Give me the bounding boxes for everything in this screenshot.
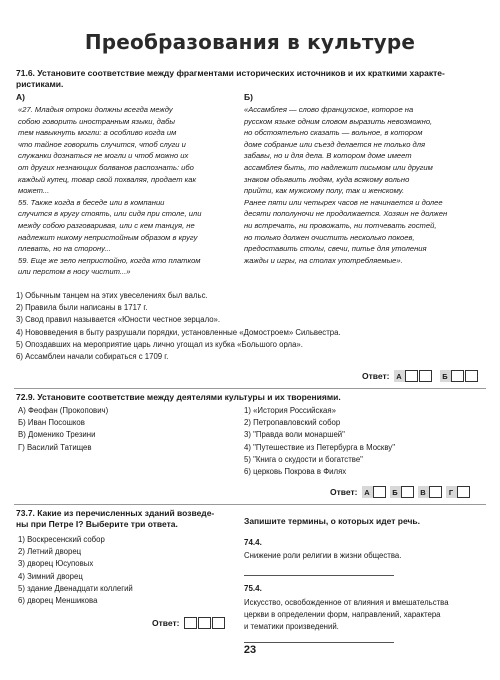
page-title: Преобразования в культуре xyxy=(84,30,416,54)
answer-73-7 xyxy=(152,617,225,629)
person-item: Г) Василий Татищев xyxy=(18,442,92,452)
fragment-a-line: или перстом в носу чистит...» xyxy=(18,267,131,277)
fragment-b-line: забавы, но и для дела. В котором доме имеет xyxy=(244,151,412,161)
fragment-b-line: «Ассамблея — слово французское, которое на xyxy=(244,105,414,114)
fragment-b-line: но только должен очистить несколько покоев, xyxy=(244,232,415,242)
question-75-4-text-line: и тематики произведений. xyxy=(244,622,339,631)
answer-71-6 xyxy=(362,370,478,382)
question-75-4-text xyxy=(244,597,449,633)
building-option: 2) Летний дворец xyxy=(18,547,82,557)
column-b-label: Б) xyxy=(244,92,253,102)
answer-letter: Г xyxy=(446,486,457,498)
question-75-4-text-line: церкви в определении форм, направлений, характера xyxy=(244,610,441,619)
question-75-4-text-line: Искусство, освобожденное от влияния и вмешательства xyxy=(244,598,449,607)
question-73-7-heading xyxy=(16,508,214,530)
characteristic-item: 5) Опоздавших на мероприятие царь лично угощал из кубка «Большого орла». xyxy=(16,339,303,349)
question-71-6-heading-line: 71.6. Установите соответствие между фрагментами исторических источников и их краткими характе- xyxy=(16,68,445,78)
answer-label: Ответ: xyxy=(152,618,180,628)
fragment-a-line: собою говорить иностранным языки, дабы xyxy=(18,116,175,126)
answer-letter: Б xyxy=(390,486,401,498)
question-75-4-number: 75.4. xyxy=(244,584,262,593)
answer-line-74-4[interactable] xyxy=(244,575,394,576)
fragment-b-line: но обстоятельно сказать — вольное, в котором xyxy=(244,128,423,138)
work-item: 2) Петропавловский собор xyxy=(244,418,341,428)
page-number: 23 xyxy=(243,644,257,656)
fragment-a-line: надлежит никому непристойным образом в кругу xyxy=(18,232,198,242)
characteristic-item: 2) Правила были написаны в 1717 г. xyxy=(16,303,148,313)
question-74-4-text: Снижение роли религии в жизни общества. xyxy=(244,551,402,560)
building-option: 4) Зимний дворец xyxy=(18,571,83,581)
column-a-label: А) xyxy=(16,92,25,102)
answer-box[interactable] xyxy=(212,617,225,629)
characteristics-list xyxy=(16,290,341,363)
fragment-a-line: служанки дознаться не могли и чтоб можно их xyxy=(18,151,189,161)
fragment-a-line: 59. Еще же зело непристойно, когда кто платком xyxy=(18,255,201,265)
answer-box[interactable] xyxy=(401,486,414,498)
question-73-7-heading-line: ны при Петре I? Выберите три ответа. xyxy=(16,519,178,529)
question-71-6-heading-line: ристиками. xyxy=(16,79,64,89)
person-item: В) Доменико Трезини xyxy=(18,430,96,440)
fragment-b-line: доме собрание или съезд делается не только для xyxy=(244,139,426,149)
fragment-b-line: ассамблея быть, то надлежит письмом или другим xyxy=(244,162,433,172)
fragment-a-line: тем навыкнуть могли: а особливо когда им xyxy=(18,128,177,138)
work-item: 5) "Книга о скудости и богатстве" xyxy=(244,454,363,464)
answer-label: Ответ: xyxy=(330,487,358,497)
answer-box[interactable] xyxy=(465,370,478,382)
fragment-b-line: предоставить столы, свечи, питье для утоления xyxy=(244,244,427,254)
fragment-a-line: может... xyxy=(18,186,50,196)
answer-box[interactable] xyxy=(457,486,470,498)
source-fragment-a xyxy=(18,104,201,278)
characteristic-item: 1) Обычным танцем на этих увеселениях был вальс. xyxy=(16,291,208,300)
answer-box[interactable] xyxy=(419,370,432,382)
person-item: А) Феофан (Прокопович) xyxy=(18,406,109,415)
fragment-b-line: жажды и игры, на столах употребляемые». xyxy=(244,255,403,265)
answer-box[interactable] xyxy=(373,486,386,498)
buildings-list xyxy=(18,534,133,607)
fragment-a-line: каждый купец, товар свой похваляя, продает как xyxy=(18,174,197,184)
building-option: 5) здание Двенадцати коллегий xyxy=(18,583,133,593)
work-item: 4) "Путешествие из Петербурга в Москву" xyxy=(244,442,395,452)
answer-letter: А xyxy=(394,370,405,382)
building-option: 3) дворец Юсуповых xyxy=(18,559,94,569)
source-fragment-b xyxy=(244,104,447,266)
work-item: 3) "Правда воли монаршей" xyxy=(244,430,345,440)
fragment-a-line: случится в кругу стоять, или сидя при столе, или xyxy=(18,209,202,219)
answer-box[interactable] xyxy=(451,370,464,382)
person-item: Б) Иван Посошков xyxy=(18,418,85,428)
answer-label: Ответ: xyxy=(362,371,390,381)
answer-letter: А xyxy=(362,486,373,498)
fragment-b-line: русском языке одним словом выразить невозможно, xyxy=(244,116,433,126)
answer-box[interactable] xyxy=(429,486,442,498)
building-option: 1) Воскресенский собор xyxy=(18,535,105,544)
building-option: 6) дворец Меншикова xyxy=(18,596,98,606)
characteristic-item: 3) Свод правил называется «Юности честное зерцало». xyxy=(16,315,221,325)
question-72-9-heading: 72.9. Установите соответствие между деятелями культуры и их творениями. xyxy=(16,392,341,402)
fragment-b-line: Ранее пяти или четырех часов не начинается и долее xyxy=(244,197,443,207)
answer-letter: Б xyxy=(440,370,451,382)
fragment-a-line: от других незнающих болванов распознать: ибо xyxy=(18,162,194,172)
persons-list xyxy=(18,405,108,454)
question-74-4-number: 74.4. xyxy=(244,538,262,547)
fragment-a-line: «27. Младыя отроки должны всегда между xyxy=(18,105,173,114)
fragment-a-line: плевать, но на сторону... xyxy=(18,244,111,254)
work-item: 1) «История Российская» xyxy=(244,406,336,415)
characteristic-item: 6) Ассамблеи начали собираться с 1709 г. xyxy=(16,352,169,362)
work-item: 6) церковь Покрова в Филях xyxy=(244,467,347,477)
fragment-b-line: ни встречать, ни провожать, ни потчевать гостей, xyxy=(244,220,437,230)
terms-heading: Запишите термины, о которых идет речь. xyxy=(244,516,421,526)
fragment-b-line: прийти, как мужскому полу, так и женскому. xyxy=(244,186,405,196)
fragment-b-line: знаком объявить людям, куда всякому вольно xyxy=(244,174,410,184)
fragment-a-line: 55. Также когда в беседе или в компании xyxy=(18,197,165,207)
answer-box[interactable] xyxy=(198,617,211,629)
fragment-b-line: десяти пополуночи не продолжается. Хозяин не должен xyxy=(244,209,448,219)
answer-box[interactable] xyxy=(405,370,418,382)
divider xyxy=(14,504,486,505)
answer-letter: В xyxy=(418,486,429,498)
answer-72-9 xyxy=(330,486,470,498)
divider xyxy=(14,388,486,389)
answer-box[interactable] xyxy=(184,617,197,629)
fragment-a-line: что тайное говорить случится, чтоб слуги и xyxy=(18,139,186,149)
question-73-7-heading-line: 73.7. Какие из перечисленных зданий возведе- xyxy=(16,508,215,518)
works-list xyxy=(244,405,395,478)
question-71-6-heading xyxy=(16,68,486,90)
characteristic-item: 4) Нововведения в быту разрушали порядки, установленные «Домостроем» Сильвестра. xyxy=(16,327,341,337)
answer-line-75-4[interactable] xyxy=(244,642,394,643)
fragment-a-line: между собою разговаривая, или с кем танцуя, не xyxy=(18,220,195,230)
